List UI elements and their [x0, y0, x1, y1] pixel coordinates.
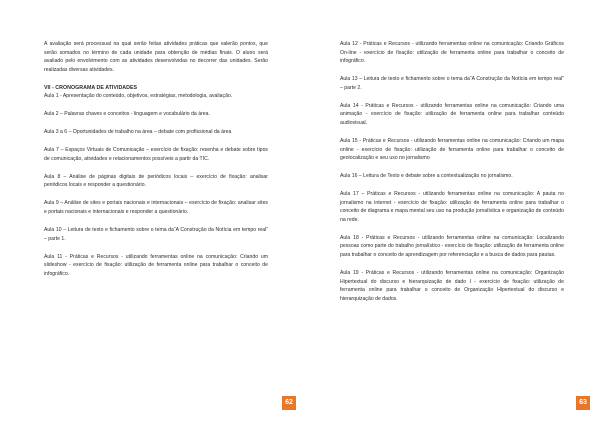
aula-12: Aula 12 - Práticas e Recursos - utilizando ferramentas online na comunicação: Criando Gráficos On-line - exercício de fixação: utilização de ferramenta online para trabalhar o conceito de infográfico. — [340, 41, 564, 65]
aula-3-6: Aula 3 a 6 – Oportunidades de trabalho na área – debate com profissional da área — [44, 129, 232, 136]
aula-14: Aula 14 - Práticas e Recursos - utilizando ferramentas online na comunicação: Criando uma animação - exercício de fixação: utilização de ferramenta online para trabalhar conteúdo audiovisual. — [340, 102, 564, 126]
aula-16: Aula 16 – Leitura de Texto e debate sobre a contextualização no jornalismo. — [340, 173, 513, 180]
aula-11: Aula 11 - Práticas e Recursos - utilizando ferramentas online na comunicação: Criando um slideshow - exercício de fixação: utilização de ferramenta online para trabalhar o conceito de infográfico. — [44, 253, 268, 277]
right-page — [300, 0, 600, 424]
aula-7: Aula 7 – Espaços Virtuais de Comunicação – exercício de fixação: resenha e debate sobre tipos de comunicação, atividades e relacionamentos possíveis a partir da TIC. — [44, 147, 268, 162]
evaluation-paragraph: A avaliação será processual na qual serão feitas atividades práticas que valerão pontos, que serão somados no término de cada unidade para obtenção de médias finais. O aluno será avaliado pelo envolvimento com as atividades desenvolvidas no decorrer das unidades. Serão realizadas diversas atividades. — [44, 41, 268, 73]
aula-1: Aula 1 - Apresentação do conteúdo, objetivos, estratégias, metodologia, avaliação. — [44, 93, 233, 100]
aula-18: Aula 18 - Práticas e Recursos - utilizando ferramentas online na comunicação: Localizando pessoas como parte do trabalho jornalístico - exercício de fixação: utilização de ferramenta online para trabalhar o conceito de aprendizagem por referenciação e a busca de dados para pautas. — [340, 234, 564, 259]
aula-19: Aula 19 - Práticas e Recursos - utilizando ferramentas online na comunicação: Organização Hipertextual do discurso e hierarquização de dado I - exercício de fixação: utilização de ferramenta online para trabalhar o conceito de Organização Hipertextual do discurso e hierarquização de dados. — [340, 270, 564, 302]
left-text-column — [44, 40, 268, 288]
aula-15: Aula 15 - Práticas e Recursos - utilizando ferramentas online na comunicação: Criando um mapa online - exercício de fixação: utilização de ferramenta online para trabalhar o conceito de geolocalização e seu uso no jornalismo — [340, 137, 564, 162]
page-number-badge: 62 — [282, 396, 296, 410]
aula-17: Aula 17 – Práticas e Recursos - utilizando ferramentas online na comunicação: A pauta no jornalismo na internet - exercício de fixação: utilização de ferramenta online para trabalhar o conceito de diagrama e mapa mental seu uso na produção jornalística e organização de conteúdo na rede. — [340, 191, 564, 223]
schedule-heading: VII - CRONOGRAMA DE ATIVIDADES — [44, 84, 138, 91]
aula-2: Aula 2 – Palavras chaves e conceitos - linguagem e vocabulário da área. — [44, 111, 210, 118]
page-number-badge: 63 — [576, 396, 590, 410]
aula-9: Aula 9 – Análise de sites e portais nacionais e internacionais – exercício de fixação: analisar sites e portais nacionais e internacionais e responder a questionário. — [44, 200, 268, 216]
aula-13: Aula 13 – Leitura de texto e fichamento sobre o tema da“A Construção da Notícia em tempo real” – parte 2. — [340, 76, 564, 91]
right-text-column — [340, 40, 564, 313]
aula-8: Aula 8 – Análise de páginas digitais de periódicos locais – exercício de fixação: analisar periódicos locais e responder a questionário. — [44, 173, 268, 189]
aula-10: Aula 10 – Leitura de texto e fichamento sobre o tema da“A Construção da Notícia em tempo real” – parte 1. — [44, 227, 268, 242]
